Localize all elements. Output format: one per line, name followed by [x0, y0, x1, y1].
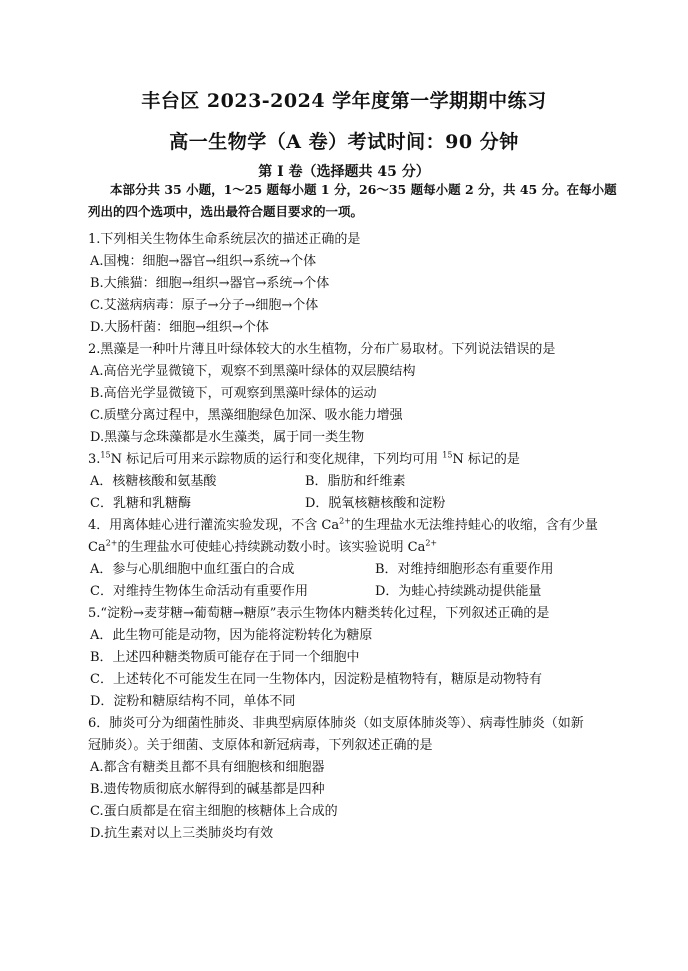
question-5-option-d: D．淀粉和糖原结构不同，单体不同 — [90, 694, 296, 709]
question-3-stem-part: 3. — [88, 452, 101, 467]
question-4-option-a: A．参与心肌细胞中血红蛋白的合成 — [90, 562, 295, 577]
question-3-stem — [88, 449, 618, 471]
exam-subtitle: 高一生物学（A 卷）考试时间：90 分钟 — [169, 131, 519, 153]
question-4-stem-line-1 — [88, 515, 618, 537]
question-6-option-d: D.抗生素对以上三类肺炎均有效 — [90, 826, 274, 841]
question-2-option-a: A.高倍光学显微镜下，观察不到黑藻叶绿体的双层膜结构 — [90, 364, 416, 379]
question-3-option-c: C．乳糖和乳糖酶 — [90, 496, 191, 511]
question-4-stem-part: Ca — [88, 540, 106, 555]
question-4-stem-part: 的生理盐水无法维持蛙心的收缩，含有少量 — [350, 518, 598, 533]
question-2-stem: 2.黑藻是一种叶片薄且叶绿体较大的水生植物，分布广易取材。下列说法错误的是 — [88, 342, 556, 357]
question-4-stem-line-2 — [88, 537, 618, 559]
superscript-15: 15 — [100, 450, 111, 460]
question-5-stem: 5.“淀粉→麦芽糖→葡萄糖→糖原”表示生物体内糖类转化过程，下列叙述正确的是 — [88, 606, 550, 621]
question-3-stem-part: N 标记后可用来示踪物质的运行和变化规律，下列均可用 — [110, 452, 443, 467]
question-3-stem-part: N 标记的是 — [452, 452, 520, 467]
question-6-stem-line-2: 冠肺炎）。关于细菌、支原体和新冠病毒，下列叙述正确的是 — [88, 738, 433, 753]
question-3-option-a: A．核糖核酸和氨基酸 — [90, 474, 217, 489]
question-4-option-b: B．对维持细胞形态有重要作用 — [375, 562, 554, 577]
question-2-option-b: B.高倍光学显微镜下，可观察到黑藻叶绿体的运动 — [90, 386, 377, 401]
question-3-option-d: D．脱氧核糖核酸和淀粉 — [305, 496, 446, 511]
question-4-stem-part: 的生理盐水可使蛙心持续跳动数小时。该实验说明 Ca — [117, 540, 426, 555]
instructions: 本部分共 35 小题，1～25 题每小题 1 分，26～35 题每小题 2 分，共 45 分。在每小题列出的四个选项中，选出最符合题目要求的一项。 — [88, 182, 617, 219]
question-6-option-b: B.遗传物质彻底水解得到的碱基都是四种 — [90, 782, 325, 797]
question-5-option-a: A．此生物可能是动物，因为能将淀粉转化为糖原 — [90, 628, 373, 643]
question-6-option-a: A.都含有糖类且都不具有细胞核和细胞器 — [90, 760, 325, 775]
superscript-2-plus: 2+ — [105, 538, 118, 548]
question-4-stem-part: 4．用离体蛙心进行灌流实验发现，不含 Ca — [88, 518, 340, 533]
question-4-option-d: D．为蛙心持续跳动提供能量 — [375, 584, 542, 599]
superscript-15: 15 — [442, 450, 453, 460]
question-2-option-d: D.黑藻与念珠藻都是水生藻类，属于同一类生物 — [90, 430, 365, 445]
question-1-option-c: C.艾滋病病毒：原子→分子→细胞→个体 — [90, 298, 319, 313]
question-1-option-b: B.大熊猫：细胞→组织→器官→系统→个体 — [90, 276, 330, 291]
question-1-option-a: A.国槐：细胞→器官→组织→系统→个体 — [90, 254, 317, 269]
question-4-option-c: C．对维持生物体生命活动有重要作用 — [90, 584, 308, 599]
question-1-stem: 1.下列相关生物体生命系统层次的描述正确的是 — [88, 232, 361, 247]
question-5-option-b: B．上述四种糖类物质可能存在于同一个细胞中 — [90, 650, 360, 665]
question-1-option-d: D.大肠杆菌：细胞→组织→个体 — [90, 320, 269, 335]
superscript-2-plus: 2+ — [425, 538, 438, 548]
question-5-option-c: C．上述转化不可能发生在同一生物体内，因淀粉是植物特有，糖原是动物特有 — [90, 672, 542, 687]
section-heading: 第 I 卷（选择题共 45 分） — [258, 164, 430, 180]
superscript-2-plus: 2+ — [339, 516, 351, 526]
question-6-option-c: C.蛋白质都是在宿主细胞的核糖体上合成的 — [90, 804, 338, 819]
question-2-option-c: C.质壁分离过程中，黑藻细胞绿色加深、吸水能力增强 — [90, 408, 403, 423]
question-3-option-b: B．脂肪和纤维素 — [305, 474, 406, 489]
question-6-stem-line-1: 6．肺炎可分为细菌性肺炎、非典型病原体肺炎（如支原体肺炎等）、病毒性肺炎（如新 — [88, 716, 584, 731]
exam-title: 丰台区 2023-2024 学年度第一学期期中练习 — [141, 90, 547, 112]
